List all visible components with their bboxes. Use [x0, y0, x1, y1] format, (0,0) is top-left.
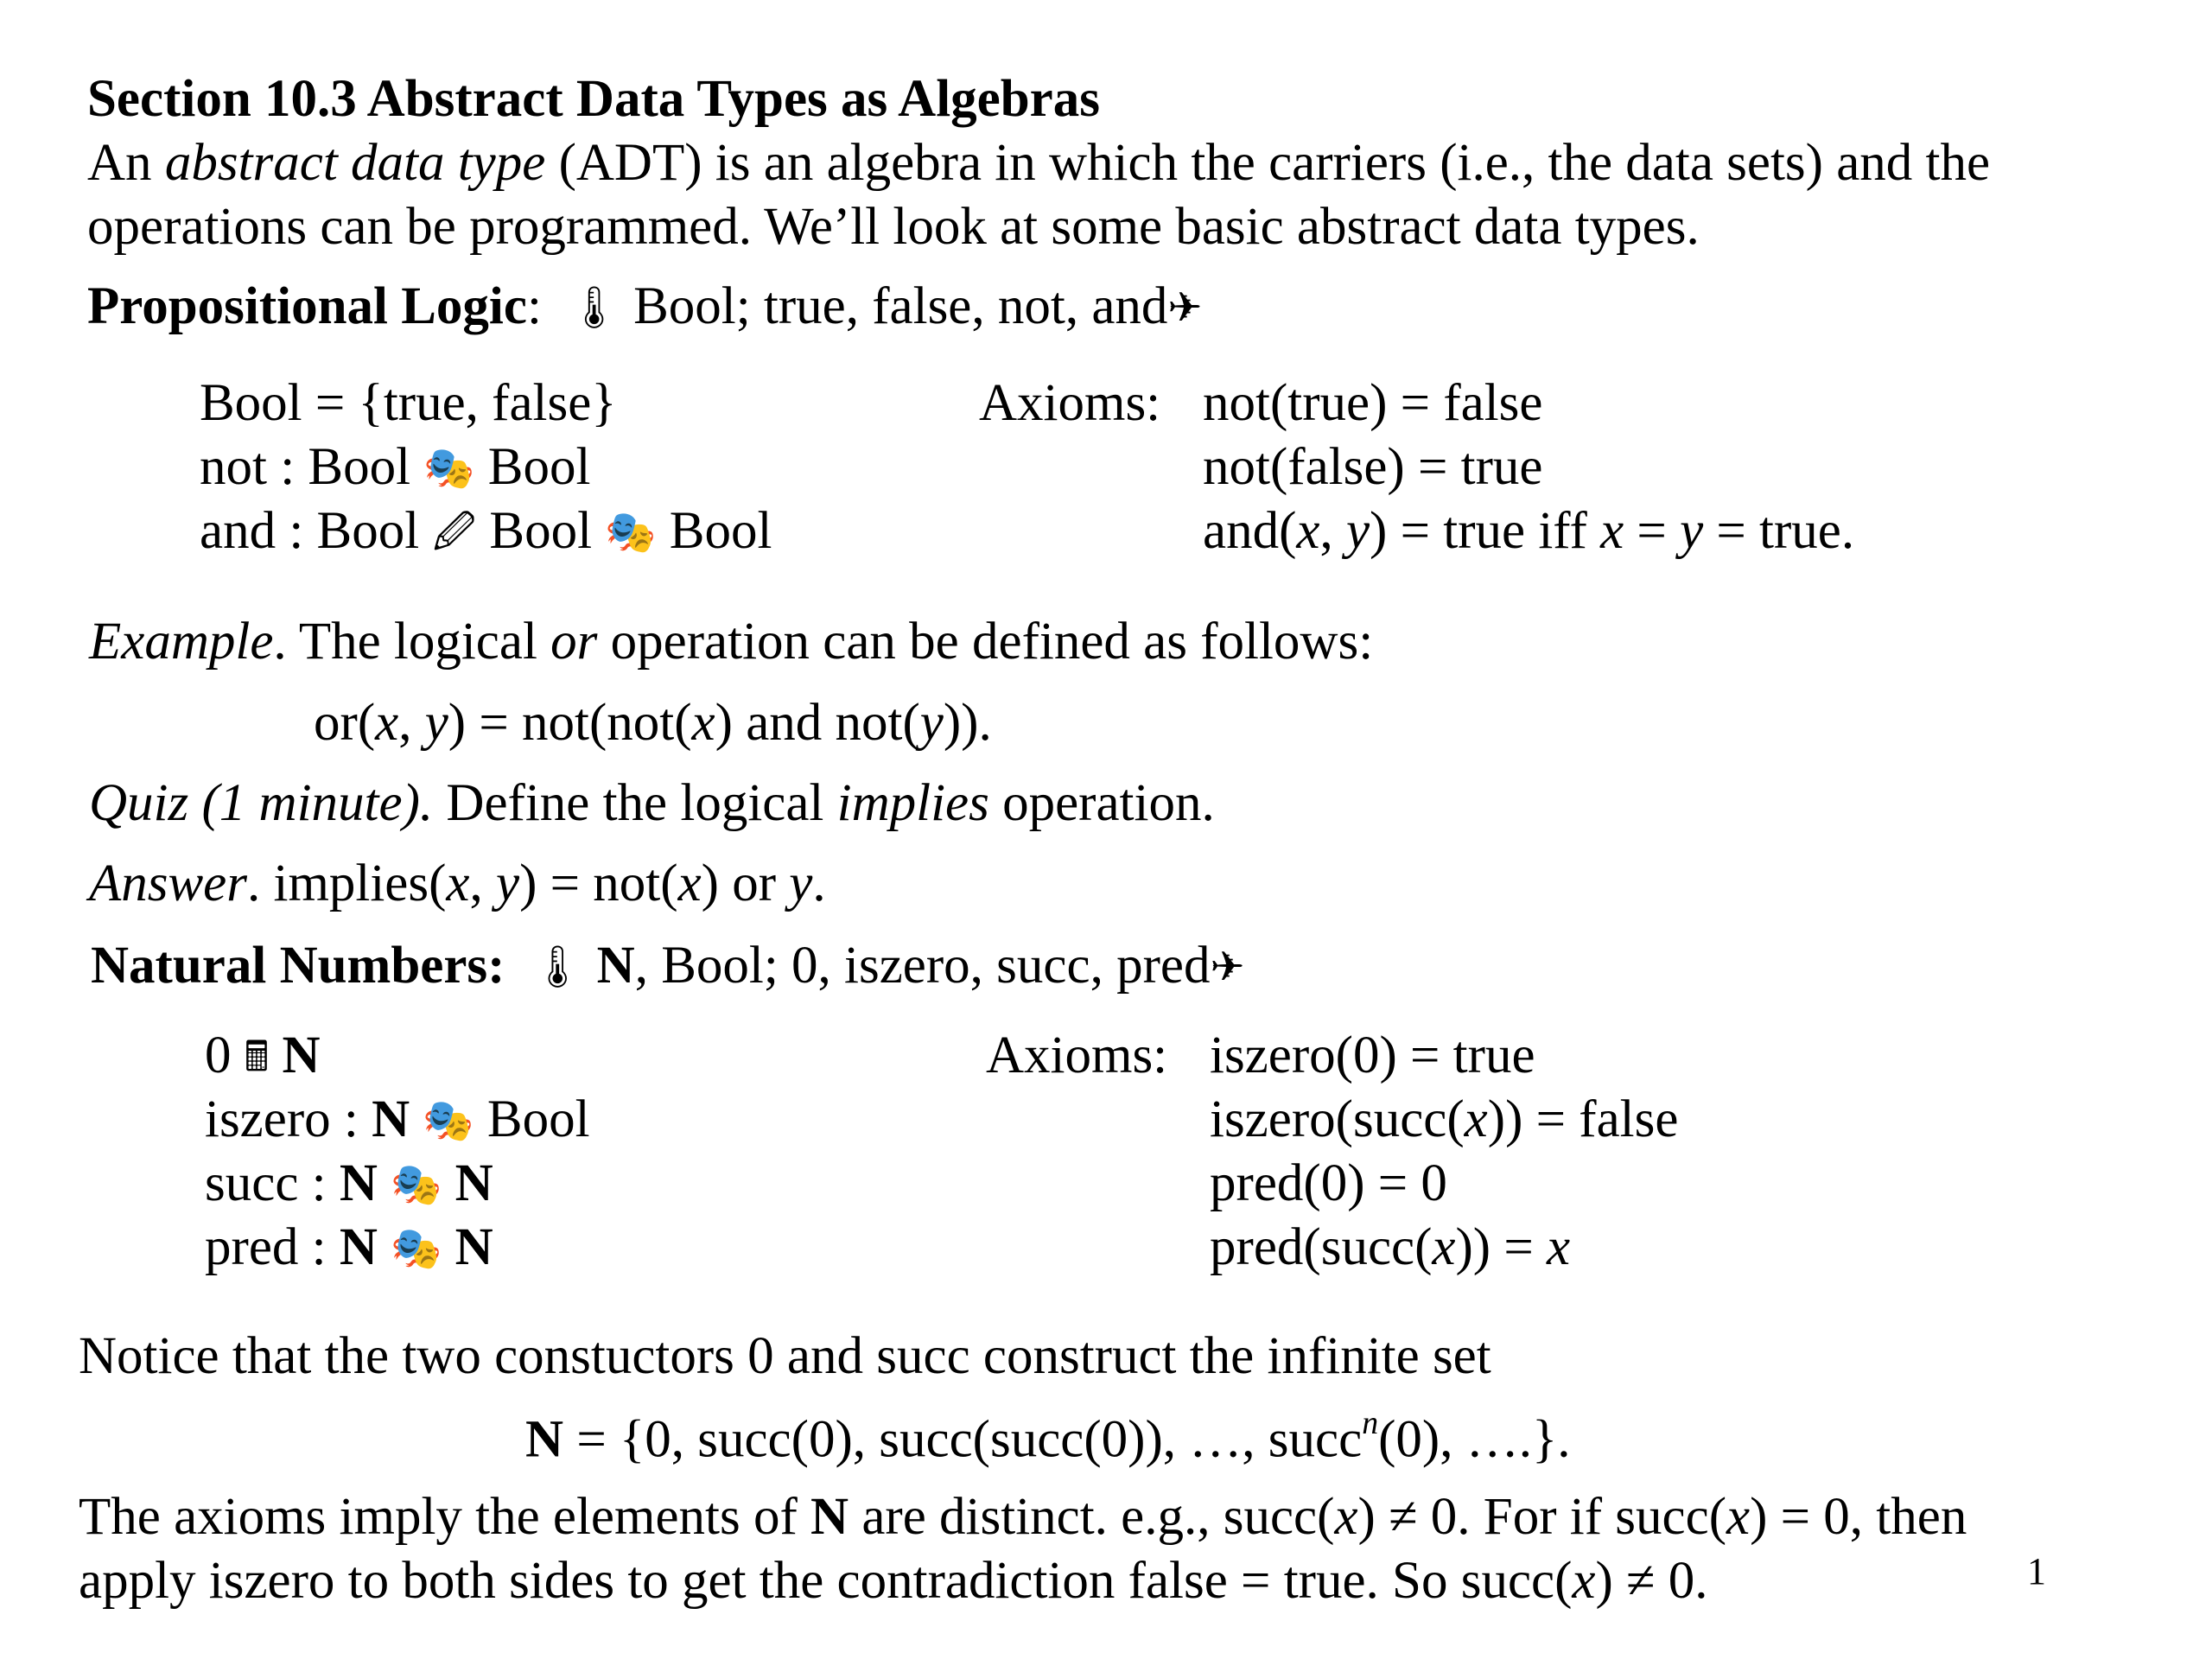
signature-text: Bool; true, false, not, and: [620, 277, 1168, 335]
masks-icon: 🎭: [605, 508, 657, 556]
notice-text: ) ≠ 0.: [1595, 1552, 1708, 1610]
calculator-icon: 🖩: [244, 1033, 270, 1081]
axiom-not-false: not(false) = true: [1203, 438, 1543, 496]
masks-icon: 🎭: [391, 1160, 442, 1209]
axioms-label: Axioms:: [986, 1027, 1168, 1084]
intro-text: An: [87, 134, 165, 192]
var-y: y: [1345, 502, 1370, 560]
formula-text: )).: [943, 694, 992, 752]
axiom-text: and(: [1203, 502, 1297, 560]
masks-icon: 🎭: [391, 1224, 442, 1273]
notice-line-1: Notice that the two constuctors 0 and succ construct the infinite set: [79, 1327, 1491, 1385]
example-text: . The logical: [273, 613, 551, 671]
formula-text: ) and not(: [715, 694, 920, 752]
var-x: x: [375, 694, 399, 752]
axiom-text: ,: [1319, 502, 1346, 560]
decl-text: iszero :: [205, 1090, 372, 1148]
set-text: (0), ….}.: [1378, 1410, 1571, 1469]
var-x: x: [1296, 502, 1320, 560]
axiom-pred-succ: [1210, 1216, 1570, 1279]
formula-text: ,: [398, 694, 425, 752]
quiz-text: operation.: [988, 774, 1215, 832]
axiom-text: )) =: [1455, 1218, 1548, 1276]
intro-term: abstract data type: [164, 134, 546, 192]
set-N: N: [454, 1154, 493, 1212]
airplane-icon: ✈: [1210, 943, 1245, 991]
notice-text: are distinct. e.g., succ(: [849, 1488, 1335, 1546]
heading-colon: :: [526, 277, 542, 335]
page-number: 1: [2027, 1550, 2046, 1592]
decl-text: pred :: [205, 1218, 340, 1276]
axiom-text: )) = false: [1487, 1090, 1679, 1148]
pencil-icon: 🖉: [432, 508, 477, 556]
var-x: x: [691, 694, 715, 752]
var-y: y: [496, 855, 520, 912]
formula-text: ) = not(not(: [448, 694, 692, 752]
or-term: or: [550, 613, 598, 671]
notice-text: The axioms imply the elements of: [79, 1488, 811, 1546]
notice-text: ) = 0, then: [1750, 1488, 1967, 1546]
zero-decl: [205, 1024, 321, 1087]
notice-text: apply iszero to both sides to get the contradiction false = true. So succ(: [79, 1552, 1573, 1610]
var-y: y: [424, 694, 448, 752]
thermometer-icon: 🌡: [531, 943, 584, 991]
axiom-text: pred(succ(: [1210, 1218, 1433, 1276]
var-x: x: [446, 855, 470, 912]
notice-text: ) ≠ 0. For if succ(: [1357, 1488, 1727, 1546]
decl-text: succ :: [205, 1154, 340, 1212]
heading-label: Propositional Logic: [87, 277, 527, 335]
answer-label: Answer: [89, 855, 247, 912]
quiz-line: [89, 772, 1215, 835]
var-x: x: [1464, 1090, 1488, 1148]
answer-text: ,: [469, 855, 496, 912]
set-N: N: [454, 1218, 493, 1276]
intro-line-1: [87, 131, 1990, 194]
N-set-definition: [525, 1404, 1571, 1471]
axiom-iszero-zero: iszero(0) = true: [1210, 1027, 1535, 1084]
var-x: x: [1547, 1218, 1571, 1276]
var-x: x: [1600, 502, 1624, 560]
quiz-label: Quiz (1 minute).: [89, 774, 434, 832]
decl-text: Bool: [474, 438, 591, 496]
heading-label: Natural Numbers:: [91, 937, 505, 995]
set-text: = {0, succ(0), succ(succ(0)), …, succ: [563, 1410, 1363, 1469]
axiom-not-true: not(true) = false: [1203, 374, 1543, 432]
masks-icon: 🎭: [423, 444, 475, 493]
formula-text: or(: [314, 694, 376, 752]
decl-text: not : Bool: [200, 438, 424, 496]
quiz-text: Define the logical: [433, 774, 837, 832]
var-y: y: [1680, 502, 1704, 560]
or-formula: [314, 691, 992, 754]
decl-text: and : Bool: [200, 502, 433, 560]
example-line: [89, 610, 1373, 673]
answer-text: . implies(: [247, 855, 447, 912]
and-decl: [200, 499, 772, 563]
example-label: Example: [89, 613, 274, 671]
axiom-text: = true.: [1703, 502, 1855, 560]
answer-text: .: [812, 855, 826, 912]
decl-text: 0: [205, 1027, 245, 1084]
implies-term: implies: [836, 774, 989, 832]
var-x: x: [1726, 1488, 1751, 1546]
axioms-label: Axioms:: [979, 374, 1161, 432]
set-N: N: [596, 937, 635, 995]
axiom-pred-zero: pred(0) = 0: [1210, 1154, 1447, 1212]
set-N: N: [372, 1090, 410, 1148]
set-N: N: [282, 1027, 321, 1084]
decl-text: Bool: [476, 502, 606, 560]
airplane-icon: ✈: [1167, 283, 1203, 332]
notice-line-4: [79, 1549, 1708, 1612]
answer-text: ) or: [701, 855, 790, 912]
not-decl: [200, 435, 590, 499]
var-x: x: [677, 855, 702, 912]
answer-text: ) = not(: [519, 855, 678, 912]
axiom-text: ) = true iff: [1370, 502, 1601, 560]
set-N: N: [525, 1410, 564, 1469]
axiom-text: =: [1624, 502, 1681, 560]
masks-icon: 🎭: [423, 1096, 474, 1145]
decl-text: Bool: [474, 1090, 590, 1148]
axiom-text: iszero(succ(: [1210, 1090, 1465, 1148]
var-x: x: [1432, 1218, 1456, 1276]
intro-text: (ADT) is an algebra in which the carriers (i.e., the data sets) and the: [545, 134, 1991, 192]
set-N: N: [339, 1218, 378, 1276]
decl-text: Bool: [656, 502, 772, 560]
prop-logic-heading: [87, 275, 1202, 338]
notice-line-3: [79, 1485, 1967, 1548]
example-text: operation can be defined as follows:: [597, 613, 1374, 671]
superscript-n: n: [1362, 1405, 1379, 1441]
var-y: y: [919, 694, 944, 752]
signature-text: , Bool; 0, iszero, succ, pred: [634, 937, 1211, 995]
iszero-decl: [205, 1088, 590, 1151]
answer-line: [89, 852, 826, 915]
var-x: x: [1334, 1488, 1358, 1546]
nat-heading: [91, 934, 1244, 997]
intro-line-2: operations can be programmed. We’ll look at some basic abstract data types.: [87, 198, 1700, 256]
axiom-and: [1203, 499, 1854, 563]
section-title: Section 10.3 Abstract Data Types as Algebras: [87, 70, 1100, 128]
var-x: x: [1572, 1552, 1596, 1610]
bool-decl: Bool = {true, false}: [200, 374, 617, 432]
set-N: N: [810, 1488, 849, 1546]
var-y: y: [789, 855, 813, 912]
thermometer-icon: 🌡: [568, 283, 620, 332]
set-N: N: [339, 1154, 378, 1212]
axiom-iszero-succ: [1210, 1088, 1678, 1151]
pred-decl: [205, 1216, 493, 1279]
succ-decl: [205, 1152, 493, 1215]
